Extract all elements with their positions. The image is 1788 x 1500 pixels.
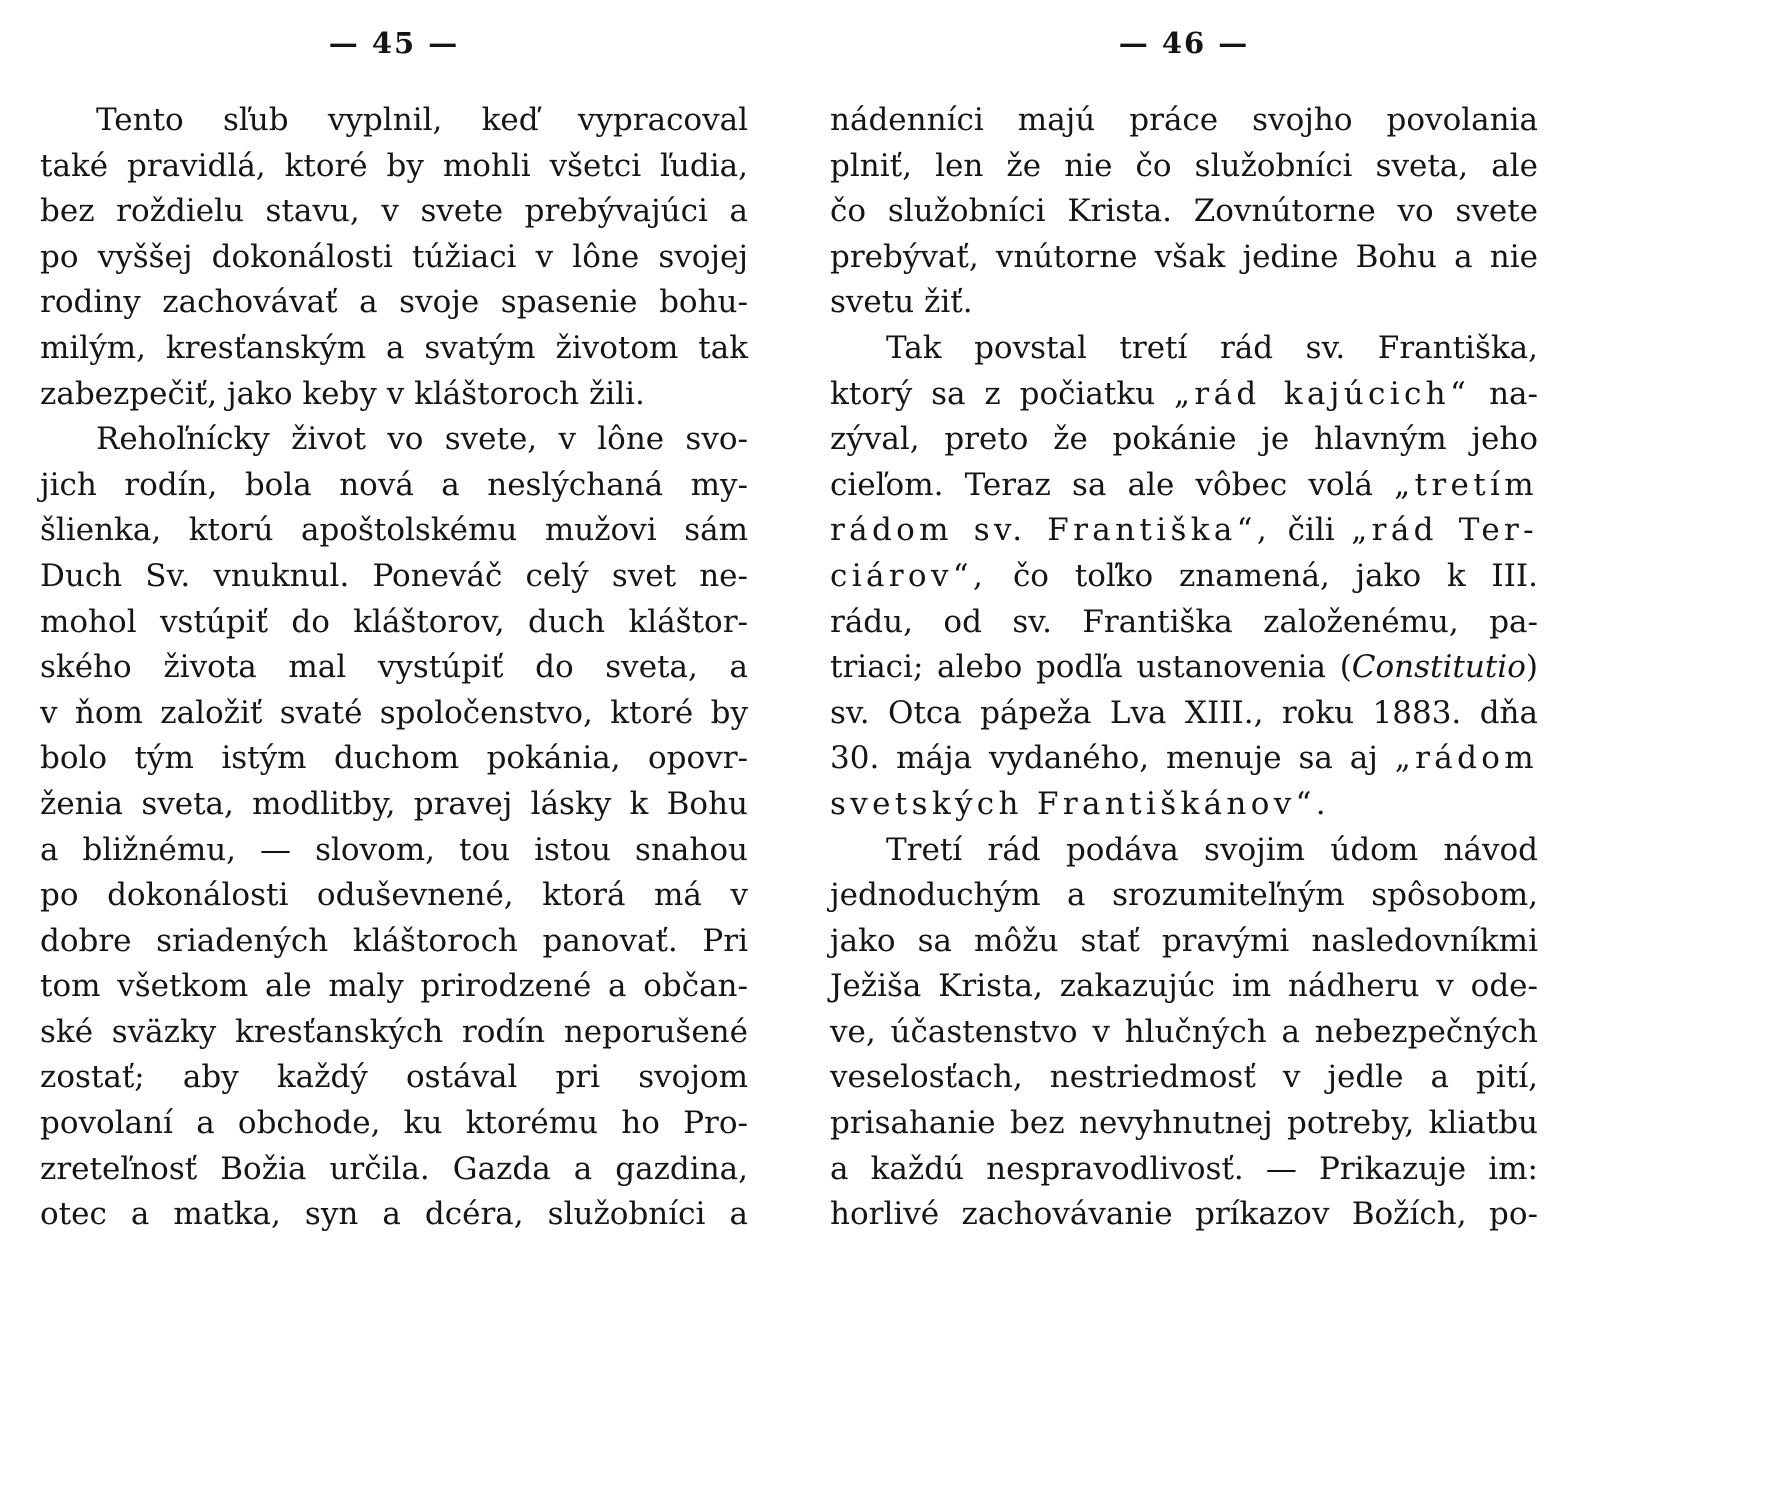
- text-line: [830, 1010, 1538, 1056]
- text-line: [40, 1010, 748, 1056]
- text-segment: jich rodín, bola nová a neslýchaná my-: [40, 466, 748, 503]
- text-line: [830, 600, 1538, 646]
- text-segment: nádenníci majú práce svojho povolania: [830, 102, 1538, 138]
- text-segment: ve, účastenstvo v hlučných a nebezpečných: [830, 1013, 1538, 1050]
- text-segment: Tretí rád podáva svojim údom návod: [886, 831, 1538, 868]
- text-line: [40, 964, 748, 1010]
- page: [830, 26, 1538, 1238]
- text-column: [40, 98, 748, 1238]
- text-segment: rádu, od sv. Františka založenému, pa-: [830, 603, 1538, 640]
- text-segment: na-: [1470, 375, 1538, 412]
- text-segment: sv. Otca pápeža Lva XIII., roku 1883. dňa: [830, 694, 1538, 731]
- text-segment: 30. mája vydaného, menuje sa aj: [830, 740, 1395, 777]
- text-segment: a bližnému, — slovom, tou istou snahou: [40, 831, 748, 868]
- text-segment: plniť, len že nie čo služobníci sveta, ale: [830, 147, 1538, 184]
- text-segment: ): [1525, 649, 1538, 686]
- text-line: [40, 1147, 748, 1193]
- page-number: — 45 —: [328, 26, 460, 60]
- text-line: [40, 645, 748, 691]
- text-line: [830, 1055, 1538, 1101]
- text-segment: v ňom založiť svaté spoločenstvo, ktoré by: [40, 694, 748, 731]
- text-segment: Tak povstal tretí rád sv. Františka,: [886, 329, 1538, 366]
- text-segment: také pravidlá, ktoré by mohli všetci ľudia,: [40, 147, 748, 184]
- text-line: [40, 189, 748, 235]
- text-line: [40, 144, 748, 190]
- text-line: [40, 600, 748, 646]
- letterspaced-text: „rád kajúcich“: [1174, 375, 1471, 412]
- text-segment: čo služobníci Krista. Zovnútorne vo svete: [830, 193, 1538, 230]
- text-segment: milým, kresťanským a svatým životom tak: [40, 329, 748, 366]
- text-segment: zreteľnosť Božia určila. Gazda a gazdina,: [40, 1150, 748, 1187]
- text-segment: jednoduchým a srozumiteľným spôsobom,: [830, 877, 1538, 914]
- text-segment: bez roždielu stavu, v svete prebývajúci a: [40, 193, 748, 230]
- text-segment: Duch Sv. vnuknul. Poneváč celý svet ne-: [40, 557, 748, 594]
- text-line: [40, 1192, 748, 1238]
- text-segment: svetu žiť.: [830, 284, 973, 321]
- text-line: [830, 645, 1538, 691]
- text-line: [830, 691, 1538, 737]
- text-line: [830, 280, 1538, 326]
- text-line: [830, 964, 1538, 1010]
- text-segment: prebývať, vnútorne však jedine Bohu a nie: [830, 238, 1538, 275]
- text-segment: Tento sľub vyplnil, keď vypracoval: [96, 102, 748, 138]
- letterspaced-text: „rádom: [1394, 740, 1538, 777]
- text-segment: otec a matka, syn a dcéra, služobníci a: [40, 1196, 748, 1233]
- text-line: [40, 873, 748, 919]
- text-line: [40, 280, 748, 326]
- text-line: [830, 372, 1538, 418]
- text-line: [830, 1101, 1538, 1147]
- text-segment: čo toľko znamená, jako k III.: [987, 557, 1538, 594]
- text-line: [830, 1147, 1538, 1193]
- text-line: [40, 828, 748, 874]
- text-segment: Ježiša Krista, zakazujúc im nádheru v ode-: [830, 968, 1538, 1005]
- text-segment: jako sa môžu stať pravými nasledovníkmi: [830, 922, 1538, 959]
- text-segment: bolo tým istým duchom pokánia, opovr-: [40, 740, 748, 777]
- text-line: [40, 554, 748, 600]
- text-segment: po dokonálosti oduševnené, ktorá má v: [40, 877, 748, 914]
- letterspaced-text: ciárov“,: [830, 557, 988, 594]
- letterspaced-text: rádom sv. Františka“,: [830, 512, 1272, 549]
- text-segment: ktorý sa z počiatku: [830, 375, 1175, 412]
- text-segment: ské sväzky kresťanských rodín neporušené: [40, 1013, 748, 1050]
- text-line: [40, 736, 748, 782]
- text-line: [40, 463, 748, 509]
- page: [40, 26, 748, 1238]
- text-line: [830, 782, 1538, 828]
- text-line: [830, 919, 1538, 965]
- text-segment: zostať; aby každý ostával pri svojom: [40, 1059, 748, 1096]
- text-line: [830, 736, 1538, 782]
- text-line: [40, 98, 748, 144]
- text-line: [830, 1192, 1538, 1238]
- text-segment: po vyššej dokonálosti túžiaci v lône svojej: [40, 238, 748, 275]
- text-line: [830, 98, 1538, 144]
- text-segment: ského života mal vystúpiť do sveta, a: [40, 649, 748, 686]
- text-segment: triaci; alebo podľa ustanovenia (: [830, 649, 1352, 686]
- text-line: [40, 235, 748, 281]
- text-line: [830, 235, 1538, 281]
- text-line: [40, 782, 748, 828]
- text-segment: veselosťach, nestriedmosť v jedle a pití,: [830, 1059, 1538, 1096]
- text-segment: zýval, preto že pokánie je hlavným jeho: [830, 421, 1538, 458]
- text-segment: horlivé zachovávanie príkazov Božích, po-: [830, 1196, 1538, 1233]
- text-segment: rodiny zachovávať a svoje spasenie bohu-: [40, 284, 748, 321]
- text-segment: tom všetkom ale maly prirodzené a občan-: [40, 968, 748, 1005]
- text-segment: mohol vstúpiť do kláštorov, duch kláštor-: [40, 603, 748, 640]
- text-segment: ženia sveta, modlitby, pravej lásky k Bohu: [40, 785, 748, 822]
- text-segment: povolaní a obchode, ku ktorému ho Pro-: [40, 1105, 748, 1142]
- text-line: [40, 508, 748, 554]
- text-segment: cieľom. Teraz sa ale vôbec volá: [830, 466, 1395, 503]
- text-line: [830, 189, 1538, 235]
- text-line: [40, 1055, 748, 1101]
- text-line: [830, 463, 1538, 509]
- text-line: [830, 873, 1538, 919]
- text-column: [830, 98, 1538, 1238]
- text-line: [40, 326, 748, 372]
- letterspaced-text: „tretím: [1394, 466, 1538, 503]
- letterspaced-text: svetských Františkánov“.: [830, 785, 1330, 822]
- text-segment: šlienka, ktorú apoštolskému mužovi sám: [40, 512, 748, 549]
- text-line: [40, 919, 748, 965]
- text-segment: čili: [1271, 512, 1352, 549]
- text-line: [40, 691, 748, 737]
- italic-text: Constitutio: [1351, 649, 1526, 686]
- letterspaced-text: „rád Ter-: [1351, 512, 1538, 549]
- text-segment: dobre sriadených kláštoroch panovať. Pri: [40, 922, 748, 959]
- text-segment: Rehoľnícky život vo svete, v lône svo-: [96, 421, 748, 458]
- text-segment: zabezpečiť, jako keby v kláštoroch žili.: [40, 375, 645, 412]
- text-line: [830, 417, 1538, 463]
- text-segment: a každú nespravodlivosť. — Prikazuje im:: [830, 1150, 1538, 1187]
- text-line: [40, 1101, 748, 1147]
- text-line: [40, 417, 748, 463]
- text-line: [40, 372, 748, 418]
- page-number: — 46 —: [1118, 26, 1250, 60]
- text-line: [830, 828, 1538, 874]
- text-line: [830, 144, 1538, 190]
- text-segment: prisahanie bez nevyhnutnej potreby, kliatbu: [830, 1105, 1538, 1142]
- text-line: [830, 326, 1538, 372]
- text-line: [830, 554, 1538, 600]
- text-line: [830, 508, 1538, 554]
